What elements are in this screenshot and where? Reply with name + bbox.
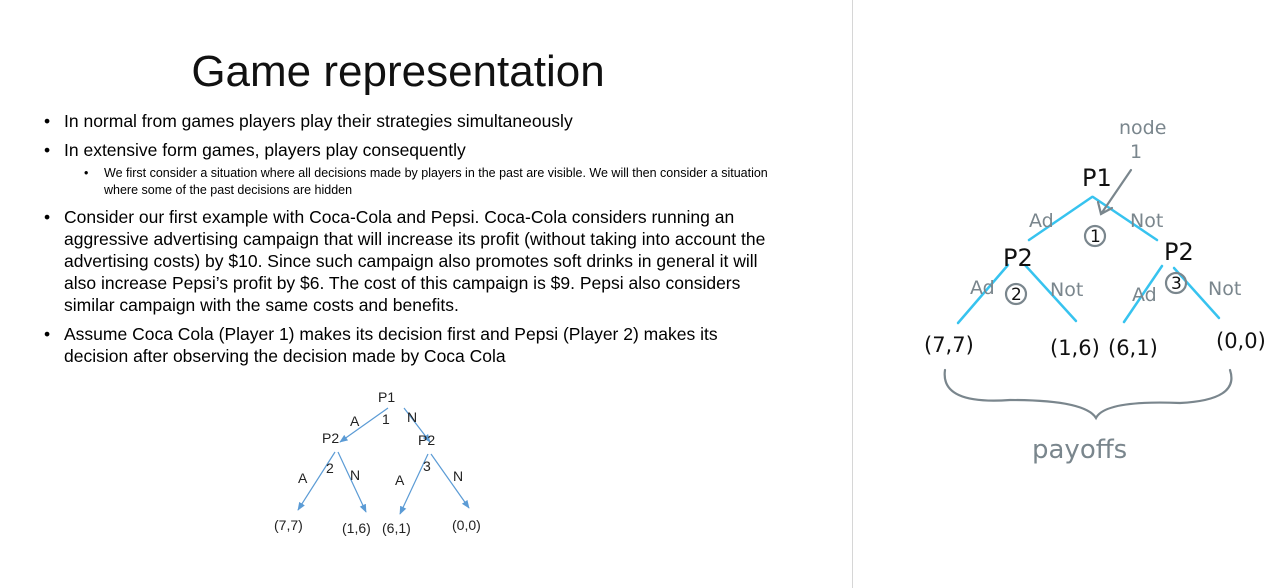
node-annotation: node — [1119, 117, 1167, 139]
divider — [852, 0, 853, 588]
player1-label: P1 — [378, 389, 396, 405]
payoff-label: (0,0) — [1216, 329, 1266, 353]
action-label: A — [395, 472, 405, 488]
handwritten-game-tree — [900, 100, 1270, 480]
action-label: N — [453, 468, 464, 484]
payoffs-annotation: payoffs — [1032, 435, 1128, 465]
tree-edge — [431, 454, 469, 508]
bullet-text: In extensive form games, players play consequently — [64, 140, 466, 160]
action-label: Not — [1050, 279, 1084, 301]
node-annotation-number: 1 — [1130, 141, 1143, 163]
action-label: Ad — [1029, 210, 1054, 232]
bullet-item: • Consider our first example with Coca-Cola and Pepsi. Coca-Cola considers running an aggressive advertising campaign that will increase its profit (without taking into account the advertising costs) by $10. Since such campaign also promotes soft drinks in general it will also increase Pepsi’s profit by $6. The cost of this campaign is $9. Pepsi also considers similar campaign with the same costs and benefits. — [44, 206, 774, 316]
player2-label: P2 — [322, 430, 340, 446]
payoff-label: (1,6) — [1050, 336, 1100, 360]
player2-label: P2 — [418, 432, 436, 448]
bullet-item: • Assume Coca Cola (Player 1) makes its decision first and Pepsi (Player 2) makes its decision after observing the decision made by Coca Cola — [44, 323, 774, 367]
action-label: N — [350, 467, 361, 483]
action-label: Not — [1130, 210, 1164, 232]
node-number: 2 — [326, 460, 334, 476]
action-label: Not — [1208, 278, 1242, 300]
payoff-label: (6,1) — [1108, 336, 1158, 360]
node-number: 1 — [382, 411, 390, 427]
node-number: 3 — [1171, 274, 1182, 294]
small-game-tree — [260, 382, 530, 562]
bullet-item — [44, 139, 774, 199]
payoffs-brace — [945, 370, 1232, 418]
node-number: 2 — [1011, 285, 1022, 305]
tree-edge — [340, 408, 388, 442]
player1-label: P1 — [1082, 164, 1112, 192]
bullet-item: • In normal from games players play their strategies simultaneously — [44, 110, 774, 132]
node-number: 1 — [1090, 227, 1101, 247]
payoff-label: (1,6) — [342, 520, 371, 536]
player2-label: P2 — [1164, 238, 1194, 266]
sub-bullet-item: • We first consider a situation where all decisions made by players in the past are visible. We will then consider a situation where some of the past decisions are hidden — [84, 165, 774, 199]
sub-bullet-list — [64, 165, 774, 199]
action-label: Ad — [1132, 284, 1157, 306]
action-label: Ad — [970, 277, 995, 299]
action-label: A — [298, 470, 308, 486]
bullet-list — [44, 110, 774, 374]
payoff-label: (6,1) — [382, 520, 411, 536]
action-label: N — [407, 409, 418, 425]
action-label: A — [350, 413, 360, 429]
payoff-label: (7,7) — [274, 517, 303, 533]
slide-title: Game representation — [191, 47, 605, 96]
payoff-label: (7,7) — [924, 333, 974, 357]
payoff-label: (0,0) — [452, 517, 481, 533]
player2-label: P2 — [1003, 244, 1033, 272]
node-number: 3 — [423, 458, 431, 474]
